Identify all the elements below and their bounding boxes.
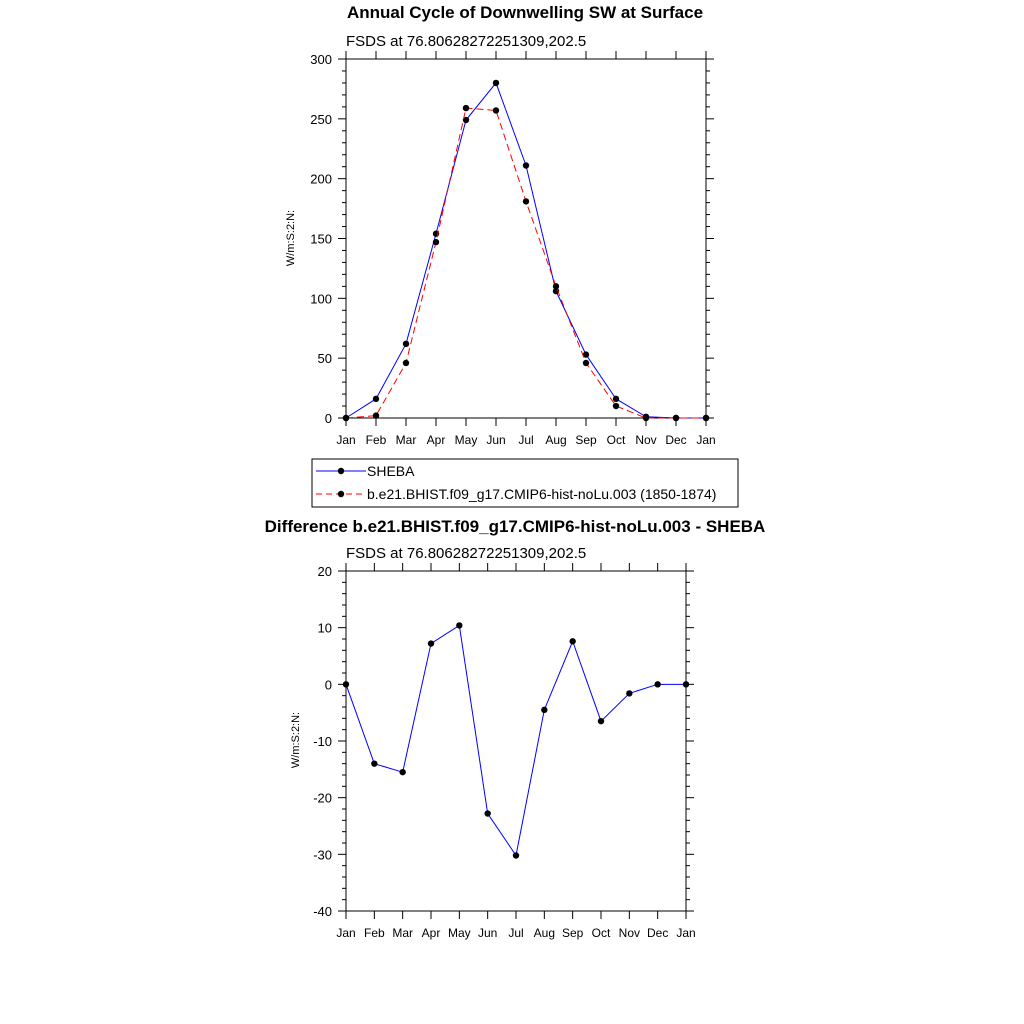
chart1-series-1-point bbox=[613, 403, 619, 409]
chart1-series-0-point bbox=[373, 396, 379, 402]
chart2-series-0-point bbox=[399, 769, 405, 775]
chart2-ytick-label: -30 bbox=[313, 847, 332, 863]
chart1-series-1-point bbox=[673, 415, 679, 421]
chart1-title: Annual Cycle of Downwelling SW at Surface bbox=[346, 3, 704, 22]
chart2-ytick-label: -20 bbox=[313, 790, 332, 806]
chart2-series-0-point bbox=[456, 622, 462, 628]
chart1-xtick-label: Jul bbox=[518, 433, 534, 447]
chart1-ytick-label: 0 bbox=[324, 411, 332, 426]
chart1-series-1-point bbox=[553, 283, 559, 289]
chart1-xtick-label: Aug bbox=[545, 433, 567, 447]
chart1-series-line-1 bbox=[346, 108, 706, 418]
chart2-series-0-point bbox=[683, 681, 689, 687]
chart1-xtick-label: Jun bbox=[486, 433, 506, 447]
chart1-subtitle: FSDS at 76.80628272251309,202.5 bbox=[346, 33, 587, 50]
chart1-series-1-point bbox=[523, 198, 529, 204]
chart1-series-0-point bbox=[523, 162, 529, 168]
chart2-series-0-point bbox=[541, 707, 547, 713]
chart1-series-1-point bbox=[403, 360, 409, 366]
chart1-series-0-point bbox=[613, 396, 619, 402]
chart1-series-line-0 bbox=[346, 83, 706, 418]
chart1-xtick-label: May bbox=[454, 433, 478, 447]
chart2-xtick-label: Sep bbox=[561, 926, 584, 940]
chart1-ylabel: W/m:S:2:N: bbox=[285, 209, 297, 267]
chart2-xtick-label: Jan bbox=[336, 926, 356, 940]
chart2-xtick-label: Jun bbox=[477, 926, 498, 940]
chart2-ytick-label: -10 bbox=[313, 734, 332, 749]
chart1-series-1-point bbox=[433, 239, 439, 245]
chart1-legend bbox=[312, 459, 738, 507]
chart2-xtick-label: Oct bbox=[591, 926, 611, 940]
chart2-xtick-label: Aug bbox=[533, 926, 556, 940]
chart1-xtick-label: Jan bbox=[336, 433, 356, 447]
chart1-series-1-point bbox=[493, 107, 499, 113]
chart1-series-1-point bbox=[583, 360, 589, 366]
chart2-series-0-point bbox=[598, 718, 604, 724]
chart2-xtick-label: Dec bbox=[646, 926, 669, 940]
chart2-ytick-label: 10 bbox=[317, 620, 332, 636]
chart2-ytick-label: 20 bbox=[317, 564, 332, 579]
chart1-ytick-label: 50 bbox=[317, 351, 332, 367]
chart2-xtick-label: May bbox=[447, 926, 471, 940]
chart2-subtitle: FSDS at 76.80628272251309,202.5 bbox=[346, 545, 587, 562]
chart1-series-0-point bbox=[493, 80, 499, 86]
annual-cycle-chart bbox=[285, 3, 738, 507]
chart1-xtick-label: Dec bbox=[665, 433, 687, 447]
chart1-series-1-point bbox=[463, 105, 469, 111]
chart2-xtick-label: Apr bbox=[421, 926, 441, 940]
chart1-xtick-label: Sep bbox=[575, 433, 597, 447]
difference-chart bbox=[265, 517, 766, 940]
chart1-series-1-point bbox=[343, 415, 349, 421]
chart2-series-0-point bbox=[371, 760, 377, 766]
chart1-ytick-label: 100 bbox=[310, 291, 332, 307]
chart1-xtick-label: Jan bbox=[696, 433, 716, 447]
chart2-plot-frame bbox=[346, 571, 686, 911]
chart1-plot-frame bbox=[346, 59, 706, 418]
chart2-xtick-label: Feb bbox=[363, 926, 385, 940]
chart2-series-0-point bbox=[626, 690, 632, 696]
chart1-ytick-label: 150 bbox=[310, 231, 332, 247]
chart2-series-0-point bbox=[343, 681, 349, 687]
legend-marker-model bbox=[338, 491, 344, 497]
chart2-series-0-point bbox=[513, 852, 519, 858]
chart1-xtick-label: Nov bbox=[635, 433, 657, 447]
chart2-ytick-label: 0 bbox=[324, 677, 332, 693]
legend-label-model: b.e21.BHIST.f09_g17.CMIP6-hist-noLu.003 (1850-1874) bbox=[367, 486, 717, 502]
chart2-series-0-point bbox=[654, 681, 660, 687]
chart2-xtick-label: Nov bbox=[618, 926, 641, 940]
chart1-series-1-point bbox=[703, 415, 709, 421]
legend-marker-sheba bbox=[338, 468, 344, 474]
legend-label-sheba: SHEBA bbox=[367, 463, 415, 479]
chart1-ytick-label: 200 bbox=[310, 171, 332, 187]
chart1-series-1-point bbox=[643, 415, 649, 421]
chart1-xtick-label: Oct bbox=[606, 433, 626, 447]
chart2-ytick-label: -40 bbox=[313, 904, 332, 919]
chart1-xtick-label: Mar bbox=[395, 433, 417, 447]
chart1-ytick-label: 300 bbox=[310, 52, 332, 67]
chart1-xtick-label: Feb bbox=[365, 433, 387, 447]
chart2-series-0-point bbox=[569, 638, 575, 644]
chart2-series-0-point bbox=[428, 640, 434, 646]
chart2-xtick-label: Mar bbox=[392, 926, 414, 940]
chart2-ylabel: W/m:S:2:N: bbox=[290, 711, 302, 769]
chart1-ytick-label: 250 bbox=[310, 111, 332, 127]
chart1-series-1-point bbox=[373, 412, 379, 418]
chart2-title: Difference b.e21.BHIST.f09_g17.CMIP6-hist-noLu.003 - SHEBA bbox=[264, 517, 766, 536]
chart2-xtick-label: Jan bbox=[676, 926, 696, 940]
chart2-xtick-label: Jul bbox=[508, 926, 524, 940]
chart1-series-0-point bbox=[403, 341, 409, 347]
chart2-series-0-point bbox=[484, 810, 490, 816]
chart2-series-line-0 bbox=[346, 625, 686, 855]
chart1-xtick-label: Apr bbox=[426, 433, 446, 447]
